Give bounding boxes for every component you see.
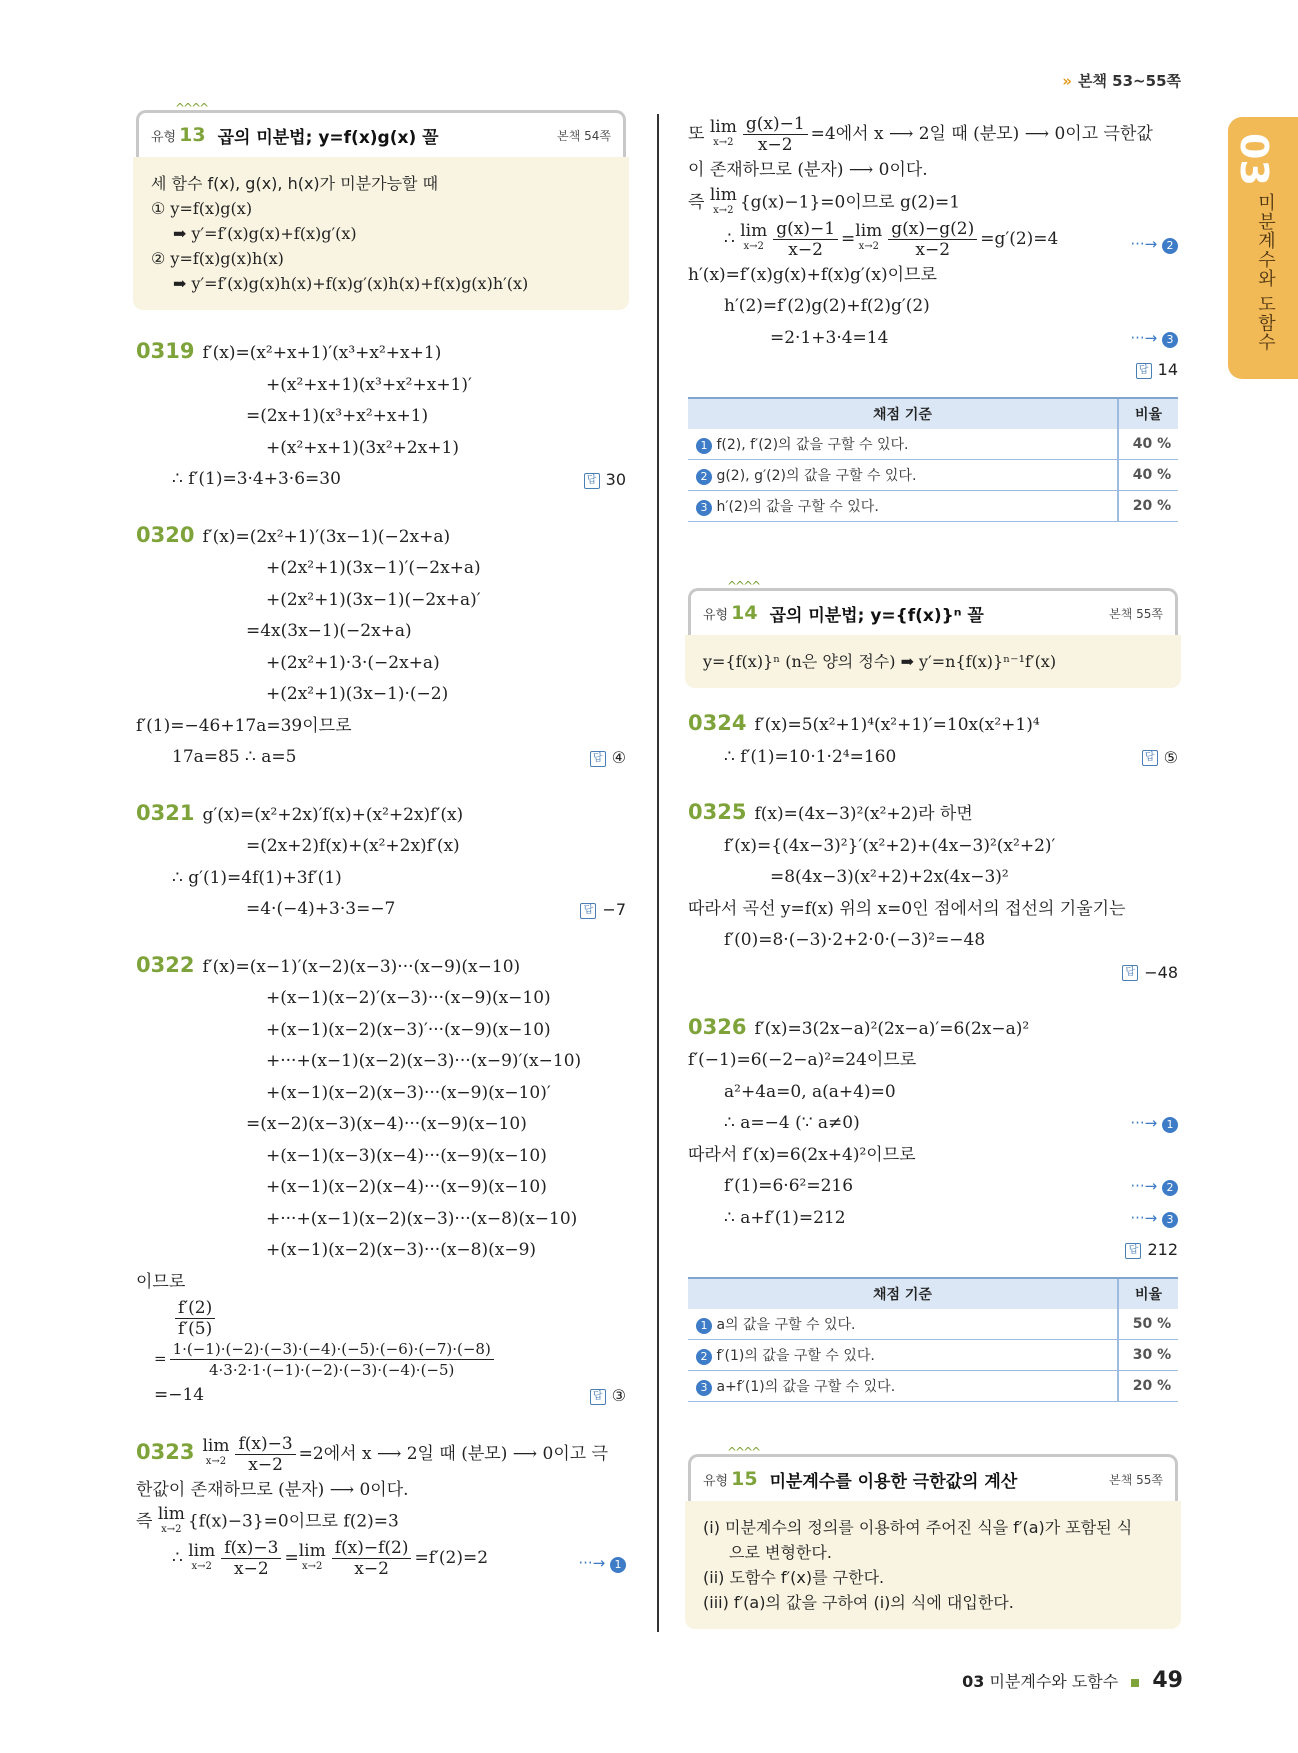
grading-table-1 xyxy=(688,397,1178,522)
step-marker xyxy=(1130,323,1178,355)
grade-ratio: 50 % xyxy=(1118,1309,1178,1340)
grade-ratio: 40 % xyxy=(1118,429,1178,460)
problem-0320 xyxy=(136,520,626,774)
type-line: ➡ y′=f′(x)g(x)+f(x)g′(x) xyxy=(173,224,357,243)
step-number: 2 xyxy=(696,1349,712,1365)
type-page-ref: 본책 54쪽 xyxy=(557,128,611,143)
grade-header: 채점 기준 xyxy=(688,398,1118,429)
answer-icon: 답 xyxy=(580,903,596,919)
fraction-ratio xyxy=(136,1298,626,1339)
frac-den: x−2 xyxy=(248,1454,283,1475)
type-line: 으로 변형한다. xyxy=(729,1543,832,1562)
math-line: f′(x)=5(x²+1)⁴(x²+1)′=10x(x²+1)⁴ xyxy=(754,715,1040,735)
math-line: ∴ f′(1)=3·4+3·6=30 xyxy=(172,469,341,489)
step-number: 3 xyxy=(696,1380,712,1396)
table-row xyxy=(688,460,1178,491)
answer-value: ④ xyxy=(611,748,626,767)
arrow-icon: ···→ xyxy=(1130,234,1158,253)
math-line: 이므로 xyxy=(136,1271,186,1292)
answer-icon: 답 xyxy=(584,473,600,489)
math-line: f′(x)=3(2x−a)²(2x−a)′=6(2x−a)² xyxy=(754,1018,1030,1039)
answer-value: −48 xyxy=(1144,962,1178,982)
step-number: 2 xyxy=(696,469,712,485)
problem-0324 xyxy=(688,708,1178,773)
math-line: =(x−2)(x−3)(x−4)···(x−9)(x−10) xyxy=(246,1114,527,1134)
type-title: 곱의 미분법; y=f(x)g(x) 꼴 xyxy=(217,127,439,148)
grade-header: 비율 xyxy=(1118,398,1178,429)
type-number: 15 xyxy=(731,1468,758,1490)
type-label: 유형 xyxy=(703,607,729,623)
grade-text: g(2), g′(2)의 값을 구할 수 있다. xyxy=(716,468,917,484)
step-number: 2 xyxy=(1162,1180,1178,1196)
math-line: 따라서 곡선 y=f(x) 위의 x=0인 점에서의 접선의 기울기는 xyxy=(688,898,1126,919)
arrow-icon: ···→ xyxy=(1130,1208,1158,1227)
answer xyxy=(584,464,626,496)
grade-text: f′(1)의 값을 구할 수 있다. xyxy=(716,1348,875,1364)
frac-num: f(x)−f(2) xyxy=(332,1538,412,1559)
answer-icon: 답 xyxy=(1136,363,1152,379)
arrow-icon: ···→ xyxy=(1130,1177,1158,1195)
frac-num: f′(2) xyxy=(175,1298,215,1319)
math-line: 17a=85 ∴ a=5 xyxy=(172,747,297,767)
answer-value: 14 xyxy=(1157,360,1178,379)
lim: lim xyxy=(855,221,883,241)
book-ref-text: 본책 53~55쪽 xyxy=(1077,72,1181,90)
frac-num: 1·(−1)·(−2)·(−3)·(−4)·(−5)·(−6)·(−7)·(−8) xyxy=(170,1339,494,1360)
type-title: 곱의 미분법; y={f(x)}ⁿ 꼴 xyxy=(769,605,984,626)
math-line: +(x²+x+1)(x³+x²+x+1)′ xyxy=(266,374,472,395)
grade-text: a의 값을 구할 수 있다. xyxy=(716,1317,856,1333)
type-label: 유형 xyxy=(151,129,177,145)
table-row xyxy=(688,491,1178,522)
answer xyxy=(1136,354,1178,386)
therefore: ∴ xyxy=(724,228,735,249)
grading-table-2 xyxy=(688,1277,1178,1402)
math-line: ∴ a=−4 (∵ a≠0) xyxy=(724,1113,860,1133)
type-line: (ii) 도함수 f′(x)를 구한다. xyxy=(703,1568,885,1587)
problem-number: 0321 xyxy=(136,800,195,825)
answer xyxy=(590,742,626,774)
math-line: 즉 xyxy=(688,192,705,212)
math-line: {g(x)−1}=0이므로 g(2)=1 xyxy=(739,192,961,212)
problem-number: 0319 xyxy=(136,339,195,363)
left-column xyxy=(136,101,626,1579)
frac-den: 4·3·2·1·(−1)·(−2)·(−3)·(−4)·(−5) xyxy=(208,1361,455,1379)
type-line: y={f(x)}ⁿ (n은 양의 정수) ➡ y′=n{f(x)}ⁿ⁻¹f′(x) xyxy=(703,652,1057,671)
math-line: f′(x)={(4x−3)²}′(x²+2)+(4x−3)²(x²+2)′ xyxy=(724,835,1056,856)
problem-number: 0322 xyxy=(136,952,195,977)
type-page-ref: 본책 55쪽 xyxy=(1109,606,1163,621)
math-line: 즉 xyxy=(136,1511,153,1532)
step-number: 1 xyxy=(696,438,712,454)
fraction-big: = $\frac{1\cdot(-1)\cdot(-2)\cdot(-3)\cdot(-4)\cdot(-5)\cdot(-6)\cdot(-7)\cdot(-8)}{4\cdot 3\cdot 2\cdot 1\cdot(-1)\cdot(-2)\cdot(-3)\cdot(-4)\cdot(-5)}$ xyxy=(136,1339,626,1380)
frac-den: f′(5) xyxy=(178,1319,213,1339)
type-15-header xyxy=(691,1457,1175,1501)
chapter-title: 미분계수와 도함수 xyxy=(1255,193,1276,352)
answer-icon: 답 xyxy=(1122,965,1138,981)
step-number: 3 xyxy=(1162,332,1178,348)
problem-0325 xyxy=(688,797,1178,988)
math-line: =−14 xyxy=(154,1385,205,1405)
answer-icon: 답 xyxy=(1125,1243,1141,1259)
type-line: ① y=f(x)g(x) xyxy=(151,199,253,218)
math-line: =2에서 x ⟶ 2일 때 (분모) ⟶ 0이고 극 xyxy=(298,1443,608,1464)
math-line: =4에서 x ⟶ 2일 때 (분모) ⟶ 0이고 극한값 xyxy=(810,124,1153,144)
math-line: =(2x+1)(x³+x²+x+1) xyxy=(246,406,429,426)
type-15-body xyxy=(685,1501,1181,1629)
step-number: 1 xyxy=(1162,1117,1178,1133)
step-marker xyxy=(1130,1203,1178,1235)
type-title: 미분계수를 이용한 극한값의 계산 xyxy=(769,1471,1018,1492)
arrow-icon: ···→ xyxy=(1130,1114,1158,1132)
problem-0321 xyxy=(136,798,626,926)
zigzag-icon: ^^^^ xyxy=(727,1445,760,1459)
math-line: g′(x)=(x²+2x)′f(x)+(x²+2x)f′(x) xyxy=(202,804,464,825)
step-number: 3 xyxy=(1162,1212,1178,1228)
type-13-box xyxy=(136,101,626,157)
type-15-box xyxy=(688,1445,1178,1501)
grade-ratio: 20 % xyxy=(1118,491,1178,522)
math-line: +(x−1)(x−2)(x−3)···(x−9)(x−10)′ xyxy=(266,1082,551,1103)
answer-value: ⑤ xyxy=(1163,747,1178,767)
type-14-header xyxy=(691,591,1175,635)
table-row xyxy=(688,1371,1178,1402)
grade-header: 채점 기준 xyxy=(688,1278,1118,1309)
math-line: =4x(3x−1)(−2x+a) xyxy=(246,621,412,641)
problem-0323-continued: 또 lim x→2 $\frac{g(x)-1}{x-2}$ =4에서 x ⟶ 2일 때 (분모) ⟶ 0이고 극한값 이 존재하므로 (분자) ⟶ 0이다. 즉 lim x→2 {g(x)−1}=0이므로 g(2)=1 ∴ lim x→2 $\frac{g(x)-1}{x-2}$ = lim x→2 $\frac{g(x)-g(2)}{x-2}$ =g′(2)=4 ···→ 2 h′(x)=f′(x)g(x)+f(x)g′(x)이므로 h′(2)=f′(2)g(2)+f(2)g′(2) =2·1+3·4=14 ···→ 3 답 14 xyxy=(688,114,1178,385)
math-line: 또 xyxy=(688,124,705,144)
type-line: ➡ y′=f′(x)g(x)h(x)+f(x)g′(x)h(x)+f(x)g(x)h′(x) xyxy=(173,274,529,293)
type-page-ref: 본책 55쪽 xyxy=(1109,1472,1163,1487)
math-line: +···+(x−1)(x−2)(x−3)···(x−9)′(x−10) xyxy=(266,1051,582,1071)
chapter-side-tab xyxy=(1228,117,1298,379)
frac-num: f(x)−3 xyxy=(235,1434,295,1455)
answer-value: 212 xyxy=(1147,1240,1178,1259)
step-number: 1 xyxy=(696,1318,712,1334)
math-line: ∴ g′(1)=4f(1)+3f′(1) xyxy=(172,867,342,888)
lim-sub: x→2 xyxy=(191,1560,212,1572)
chapter-number: 03 xyxy=(1232,133,1276,186)
type-label: 유형 xyxy=(703,1473,729,1489)
type-number: 14 xyxy=(731,602,758,624)
table-row xyxy=(688,1340,1178,1371)
answer xyxy=(590,1380,626,1412)
step-marker xyxy=(1130,1171,1178,1203)
frac-den: x−2 xyxy=(788,239,823,260)
lim: lim xyxy=(709,184,737,205)
math-line: 이 존재하므로 (분자) ⟶ 0이다. xyxy=(688,160,928,180)
math-line: +(x²+x+1)(3x²+2x+1) xyxy=(266,437,459,458)
type-14-body xyxy=(685,635,1181,688)
page-footer xyxy=(962,1668,1183,1693)
frac-num: g(x)−1 xyxy=(773,219,838,240)
math-line: +(x−1)(x−2)(x−3)′···(x−9)(x−10) xyxy=(266,1019,551,1040)
problem-number: 0325 xyxy=(688,800,747,824)
math-line: =8(4x−3)(x²+2)+2x(4x−3)² xyxy=(770,867,1009,887)
math-line: f(x)=(4x−3)²(x²+2)라 하면 xyxy=(754,804,973,824)
math-line: +(2x²+1)(3x−1)(−2x+a)′ xyxy=(266,589,481,610)
math-line: h′(x)=f′(x)g(x)+f(x)g′(x)이므로 xyxy=(688,264,937,285)
lim: lim xyxy=(202,1436,230,1456)
math-line: +(x−1)(x−2)′(x−3)···(x−9)(x−10) xyxy=(266,988,551,1008)
math-line: =4·(−4)+3·3=−7 xyxy=(246,899,396,919)
math-line: {f(x)−3}=0이므로 f(2)=3 xyxy=(187,1511,399,1532)
chevron-icon: » xyxy=(1062,72,1072,90)
math-line: +(x−1)(x−3)(x−4)···(x−9)(x−10) xyxy=(266,1145,547,1166)
grade-ratio: 30 % xyxy=(1118,1340,1178,1371)
math-line: =(2x+2)f(x)+(x²+2x)f′(x) xyxy=(246,836,460,856)
square-icon xyxy=(1131,1679,1139,1687)
math-line: +(2x²+1)·3·(−2x+a) xyxy=(266,652,440,673)
math-line: =g′(2)=4 xyxy=(980,228,1059,249)
grade-text: f(2), f′(2)의 값을 구할 수 있다. xyxy=(716,437,909,453)
lim: lim xyxy=(298,1540,326,1561)
step-number: 1 xyxy=(610,1557,626,1573)
grade-text: h′(2)의 값을 구할 수 있다. xyxy=(716,499,879,515)
math-line: +(2x²+1)(3x−1)·(−2) xyxy=(266,684,449,704)
step-marker xyxy=(578,1548,626,1580)
type-13-header xyxy=(139,113,623,157)
problem-number: 0326 xyxy=(688,1014,747,1039)
math-line: f′(1)=−46+17a=39이므로 xyxy=(136,715,352,736)
math-line: +(x−1)(x−2)(x−3)···(x−8)(x−9) xyxy=(266,1240,537,1260)
footer-chapter-num: 03 xyxy=(962,1672,985,1691)
math-line: +(2x²+1)(3x−1)′(−2x+a) xyxy=(266,558,481,578)
math-line: =f′(2)=2 xyxy=(414,1548,489,1568)
lim-sub: x→2 xyxy=(161,1524,182,1535)
type-13-body xyxy=(133,157,629,310)
problem-number: 0323 xyxy=(136,1439,195,1464)
frac-den: x−2 xyxy=(915,239,951,260)
problem-number: 0324 xyxy=(688,711,747,735)
arrow-icon: ···→ xyxy=(578,1554,606,1572)
step-marker xyxy=(1130,229,1178,261)
grade-ratio: 40 % xyxy=(1118,460,1178,491)
math-line: 한값이 존재하므로 (분자) ⟶ 0이다. xyxy=(136,1479,409,1500)
type-line: (iii) f′(a)의 값을 구하여 (i)의 식에 대입한다. xyxy=(703,1593,1014,1612)
column-divider xyxy=(657,114,659,1632)
table-row xyxy=(688,429,1178,460)
math-line: ∴ f′(1)=10·1·2⁴=160 xyxy=(724,746,897,767)
step-number: 3 xyxy=(696,500,712,516)
frac-den: x−2 xyxy=(757,135,793,155)
answer-icon: 답 xyxy=(1142,750,1158,766)
math-line: ∴ a+f′(1)=212 xyxy=(724,1207,846,1228)
math-line: f′(−1)=6(−2−a)²=24이므로 xyxy=(688,1050,917,1070)
lim: lim xyxy=(709,116,737,137)
type-14-box xyxy=(688,579,1178,635)
problem-0323: 0323 lim x→2 $\frac{f(x)-3}{x-2}$ =2에서 x ⟶ 2일 때 (분모) ⟶ 0이고 극 한값이 존재하므로 (분자) ⟶ 0이다. 즉 lim x→2 {f(x)−3}=0이므로 f(2)=3 ∴ lim x→2 $\frac{f(x)-3}{x-2}$ = lim x→2 $\frac{f(x)-f(2)}{x-2}$ =f′(2)=2 ···→ 1 xyxy=(136,1434,626,1580)
lim-sub: x→2 xyxy=(302,1560,323,1572)
math-line: 따라서 f′(x)=6(2x+4)²이므로 xyxy=(688,1144,916,1165)
math-line: f′(x)=(x−1)′(x−2)(x−3)···(x−9)(x−10) xyxy=(202,956,521,977)
type-number: 13 xyxy=(179,124,206,146)
answer-icon: 답 xyxy=(590,1389,606,1405)
frac-num: f(x)−3 xyxy=(221,1538,281,1559)
lim: lim xyxy=(157,1504,185,1524)
step-marker xyxy=(1130,1108,1178,1140)
table-row xyxy=(688,1309,1178,1340)
therefore: ∴ xyxy=(172,1548,183,1568)
grade-header: 비율 xyxy=(1118,1278,1178,1309)
lim-sub: x→2 xyxy=(713,136,734,148)
grade-ratio: 20 % xyxy=(1118,1371,1178,1402)
math-line: f′(x)=(2x²+1)′(3x−1)(−2x+a) xyxy=(202,526,451,547)
answer xyxy=(580,894,626,926)
grade-text: a+f′(1)의 값을 구할 수 있다. xyxy=(716,1379,896,1395)
problem-0326 xyxy=(688,1012,1178,1266)
answer-icon: 답 xyxy=(590,751,606,767)
answer-value: ③ xyxy=(611,1386,626,1405)
frac-num: g(x)−g(2) xyxy=(888,219,977,240)
math-line: +(x−1)(x−2)(x−4)···(x−9)(x−10) xyxy=(266,1177,547,1197)
answer-value: −7 xyxy=(602,900,626,919)
math-line: h′(2)=f′(2)g(2)+f(2)g′(2) xyxy=(724,296,930,316)
book-reference xyxy=(1062,70,1181,91)
math-line: f′(1)=6·6²=216 xyxy=(724,1176,854,1196)
problem-0322 xyxy=(136,950,626,1412)
arrow-icon: ···→ xyxy=(1130,328,1158,347)
type-line: 세 함수 f(x), g(x), h(x)가 미분가능할 때 xyxy=(151,174,439,193)
zigzag-icon: ^^^^ xyxy=(175,101,208,115)
lim-sub: x→2 xyxy=(743,241,764,252)
answer xyxy=(1125,1234,1178,1266)
frac-den: x−2 xyxy=(234,1559,269,1579)
lim-sub: x→2 xyxy=(858,241,879,252)
footer-chapter-title: 미분계수와 도함수 xyxy=(989,1672,1119,1691)
math-line: +···+(x−1)(x−2)(x−3)···(x−8)(x−10) xyxy=(266,1208,578,1229)
answer xyxy=(1122,957,1178,989)
right-column xyxy=(688,110,1178,1629)
type-line: ② y=f(x)g(x)h(x) xyxy=(151,249,284,268)
answer xyxy=(1142,742,1178,774)
lim: lim xyxy=(740,221,768,241)
math-line: f′(0)=8·(−3)·2+2·0·(−3)²=−48 xyxy=(724,930,986,950)
math-line: =2·1+3·4=14 xyxy=(770,327,889,348)
zigzag-icon: ^^^^ xyxy=(727,579,760,593)
lim: lim xyxy=(188,1540,216,1561)
problem-0319 xyxy=(136,336,626,496)
type-line: (i) 미분계수의 정의를 이용하여 주어진 식을 f′(a)가 포함된 식 xyxy=(703,1518,1133,1537)
answer-value: 30 xyxy=(605,470,626,489)
math-line: f′(x)=(x²+x+1)′(x³+x²+x+1) xyxy=(202,343,442,363)
page-number: 49 xyxy=(1152,1668,1183,1693)
step-number: 2 xyxy=(1162,238,1178,254)
frac-num: g(x)−1 xyxy=(743,114,808,135)
lim-sub: x→2 xyxy=(205,1456,227,1467)
math-line: a²+4a=0, a(a+4)=0 xyxy=(724,1081,896,1102)
problem-number: 0320 xyxy=(136,522,195,547)
lim-sub: x→2 xyxy=(713,204,734,216)
frac-den: x−2 xyxy=(354,1559,389,1579)
